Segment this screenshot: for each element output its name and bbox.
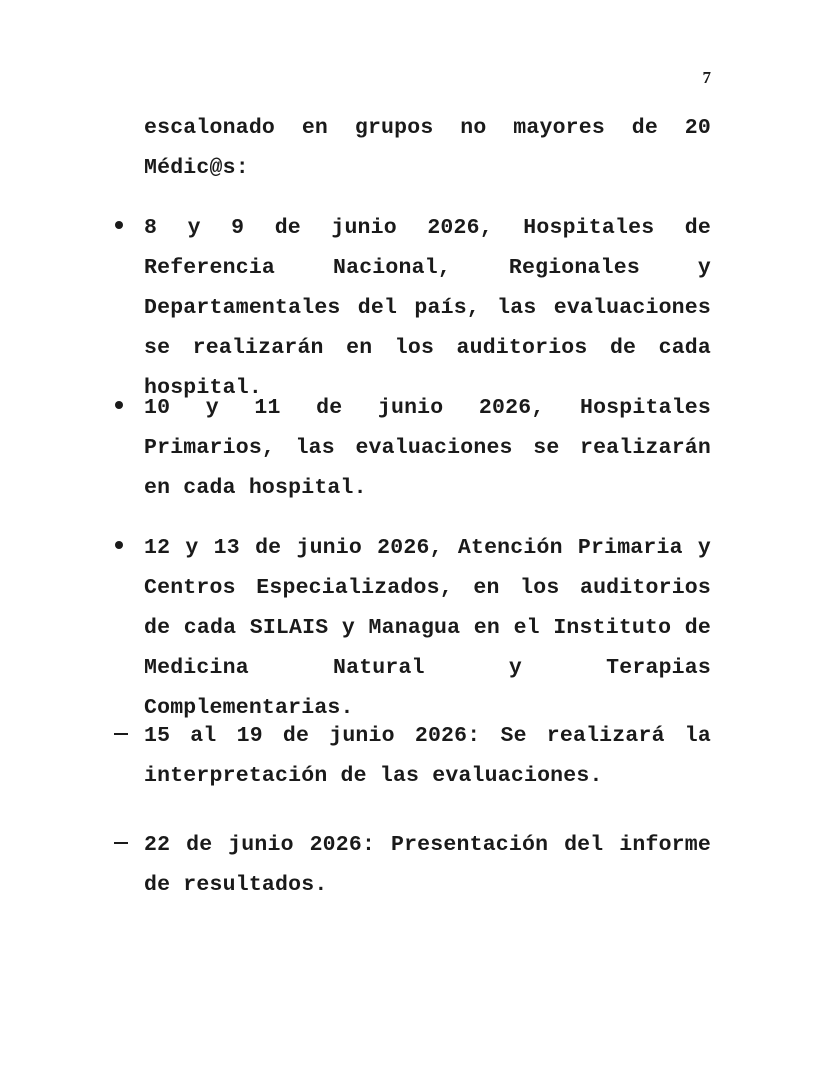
bullet-item-1: 8 y 9 de junio 2026, Hospitales de Referencia Nacional, Regionales y Departamentales del país, las evaluaciones se realizarán en los auditorios de cada hospital. xyxy=(144,216,711,400)
dash-icon xyxy=(112,716,136,756)
page-number: 7 xyxy=(702,68,711,87)
bullet-icon xyxy=(112,388,136,428)
intro-paragraph: escalonado en grupos no mayores de 20 Médic@s: xyxy=(144,116,711,180)
bullet-icon xyxy=(112,208,136,248)
bullet-item-3: 12 y 13 de junio 2026, Atención Primaria y Centros Especializados, en los auditorios de cada SILAIS y Managua en el Instituto de Medicina Natural y Terapias Complementarias. xyxy=(144,536,711,720)
dash-icon xyxy=(112,825,136,865)
bullet-item-2: 10 y 11 de junio 2026, Hospitales Primarios, las evaluaciones se realizarán en cada hospital. xyxy=(144,396,711,500)
dash-item-2: 22 de junio 2026: Presentación del informe de resultados. xyxy=(144,833,711,897)
dash-item-1: 15 al 19 de junio 2026: Se realizará la interpretación de las evaluaciones. xyxy=(144,724,711,788)
bullet-icon xyxy=(112,528,136,568)
